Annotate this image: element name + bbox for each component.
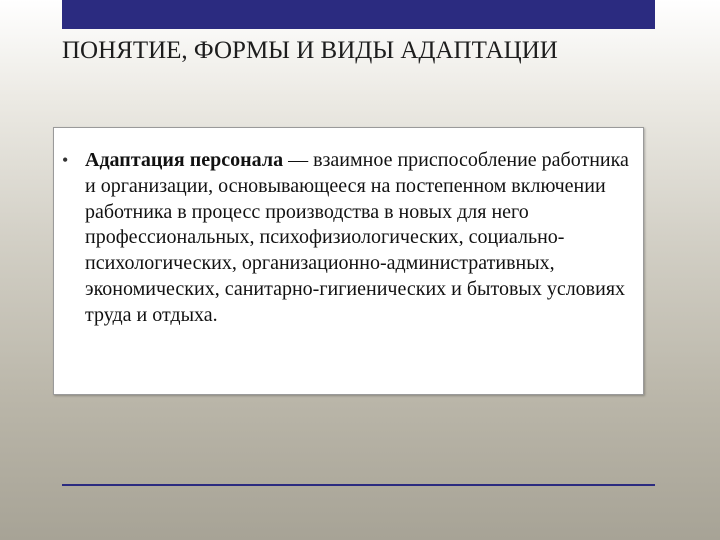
bullet-marker: •	[62, 150, 69, 170]
bullet-definition: — взаимное приспособление работника и организации, основывающееся на постепенном включении работника в процесс производства в новых для него профессиональных, психофизиологических, социально-психологических, организационно-административных, экономических, санитарно-гигиенических и бытовых условиях труда и отдыха.	[85, 149, 629, 326]
bullet-term: Адаптация персонала	[85, 149, 284, 171]
content-box	[53, 127, 644, 395]
top-accent-bar	[62, 0, 655, 29]
bullet-item	[62, 148, 634, 329]
slide-title: ПОНЯТИЕ, ФОРМЫ И ВИДЫ АДАПТАЦИИ	[62, 37, 558, 64]
bullet-text	[62, 148, 634, 329]
bottom-divider	[62, 484, 655, 486]
